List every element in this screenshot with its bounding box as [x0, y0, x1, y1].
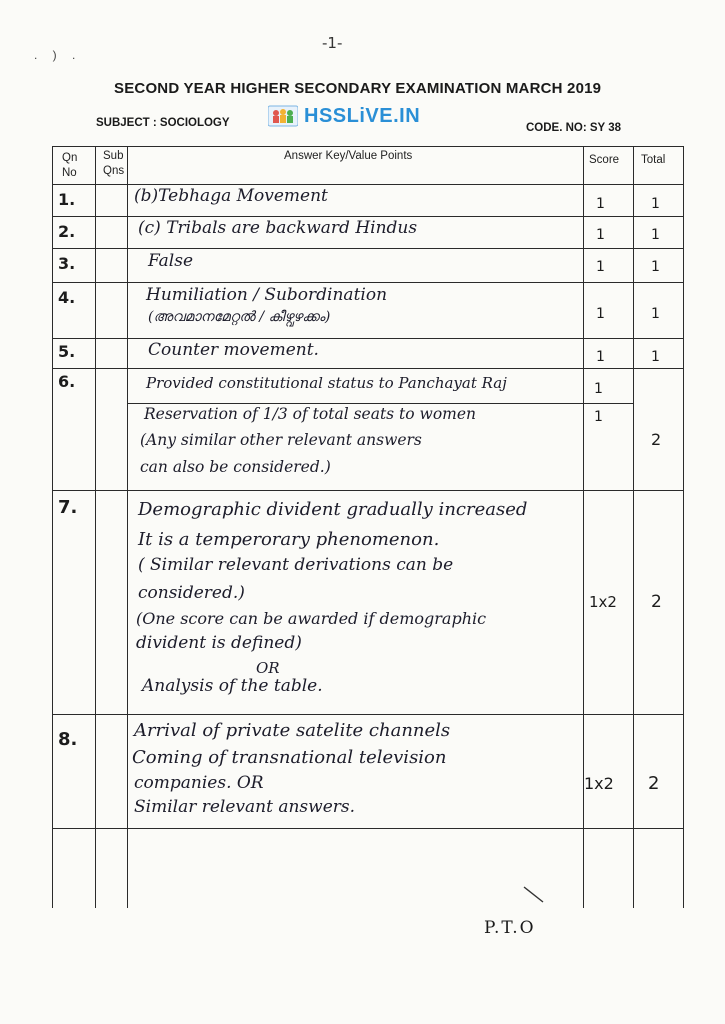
question-number: 7.	[58, 497, 78, 518]
answer-line: companies. OR	[134, 773, 264, 793]
total-value: 2	[651, 430, 662, 449]
answer-line: can also be considered.)	[140, 458, 331, 476]
header-total: Total	[641, 154, 666, 166]
question-number: 1.	[58, 190, 76, 209]
total-value: 1	[651, 227, 660, 243]
header-sub-qns: Sub Qns	[103, 150, 125, 177]
answer-line: Reservation of 1/3 of total seats to women	[144, 405, 477, 423]
answer-line: Similar relevant answers.	[134, 797, 356, 817]
question-number: 8.	[58, 729, 78, 750]
total-value: 2	[651, 592, 662, 612]
answer-line: ( Similar relevant derivations can be	[138, 555, 454, 575]
total-value: 1	[651, 259, 660, 275]
total-value: 1	[651, 306, 660, 322]
logo-text: HSSLiVE.IN	[304, 104, 421, 127]
header-answer: Answer Key/Value Points	[284, 150, 413, 162]
score-value: 1	[596, 196, 605, 212]
header-qn-no: Qn No	[62, 152, 78, 179]
logo	[268, 104, 420, 128]
question-number: 2.	[58, 222, 76, 241]
please-turn-over: P.T.O	[484, 918, 536, 938]
answer-line: Coming of transnational television	[132, 747, 447, 768]
logo-people-icon	[268, 104, 298, 128]
total-value: 1	[651, 196, 660, 212]
answer-line: It is a temperorary phenomenon.	[138, 529, 440, 550]
score-value: 1	[596, 306, 605, 322]
score-value: 1	[596, 349, 605, 365]
answer-line: Analysis of the table.	[142, 676, 323, 696]
answer-line: (c) Tribals are backward Hindus	[138, 218, 418, 238]
question-number: 4.	[58, 288, 76, 307]
subject-label: SUBJECT : SOCIOLOGY	[96, 117, 230, 129]
score-value: 1	[594, 381, 603, 397]
scan-specks: . ) .	[34, 48, 82, 62]
answer-line-or: OR	[256, 659, 280, 677]
answer-line: divident is defined)	[136, 633, 302, 653]
question-number: 3.	[58, 254, 76, 273]
score-value: 1	[596, 259, 605, 275]
answer-line: (One score can be awarded if demographic	[136, 609, 487, 628]
answer-line: Arrival of private satelite channels	[134, 720, 451, 741]
answer-line: (b)Tebhaga Movement	[134, 186, 328, 206]
score-value: 1x2	[589, 593, 617, 611]
exam-title: SECOND YEAR HIGHER SECONDARY EXAMINATION MARCH 2019	[114, 80, 602, 97]
answer-line-malayalam: (അവമാനമേറ്റൽ / കീഴ്വഴക്കം)	[148, 309, 331, 325]
answer-line: Demographic divident gradually increased	[138, 499, 528, 520]
answer-line: Provided constitutional status to Panchayat Raj	[146, 374, 507, 392]
answer-line: Humiliation / Subordination	[146, 285, 388, 305]
score-value: 1	[596, 227, 605, 243]
question-number: 5.	[58, 342, 76, 361]
question-number: 6.	[58, 372, 76, 391]
total-value: 2	[648, 773, 660, 794]
exam-code: CODE. NO: SY 38	[526, 122, 622, 134]
header-score: Score	[589, 154, 620, 166]
score-value: 1	[594, 409, 603, 425]
answer-line: Counter movement.	[148, 340, 319, 360]
pen-stroke-mark	[522, 884, 546, 906]
score-value: 1x2	[584, 774, 614, 793]
answer-line: (Any similar other relevant answers	[140, 431, 422, 449]
total-value: 1	[651, 349, 660, 365]
page-number: -1-	[322, 34, 343, 52]
answer-line: considered.)	[138, 583, 245, 603]
answer-line: False	[148, 251, 193, 271]
